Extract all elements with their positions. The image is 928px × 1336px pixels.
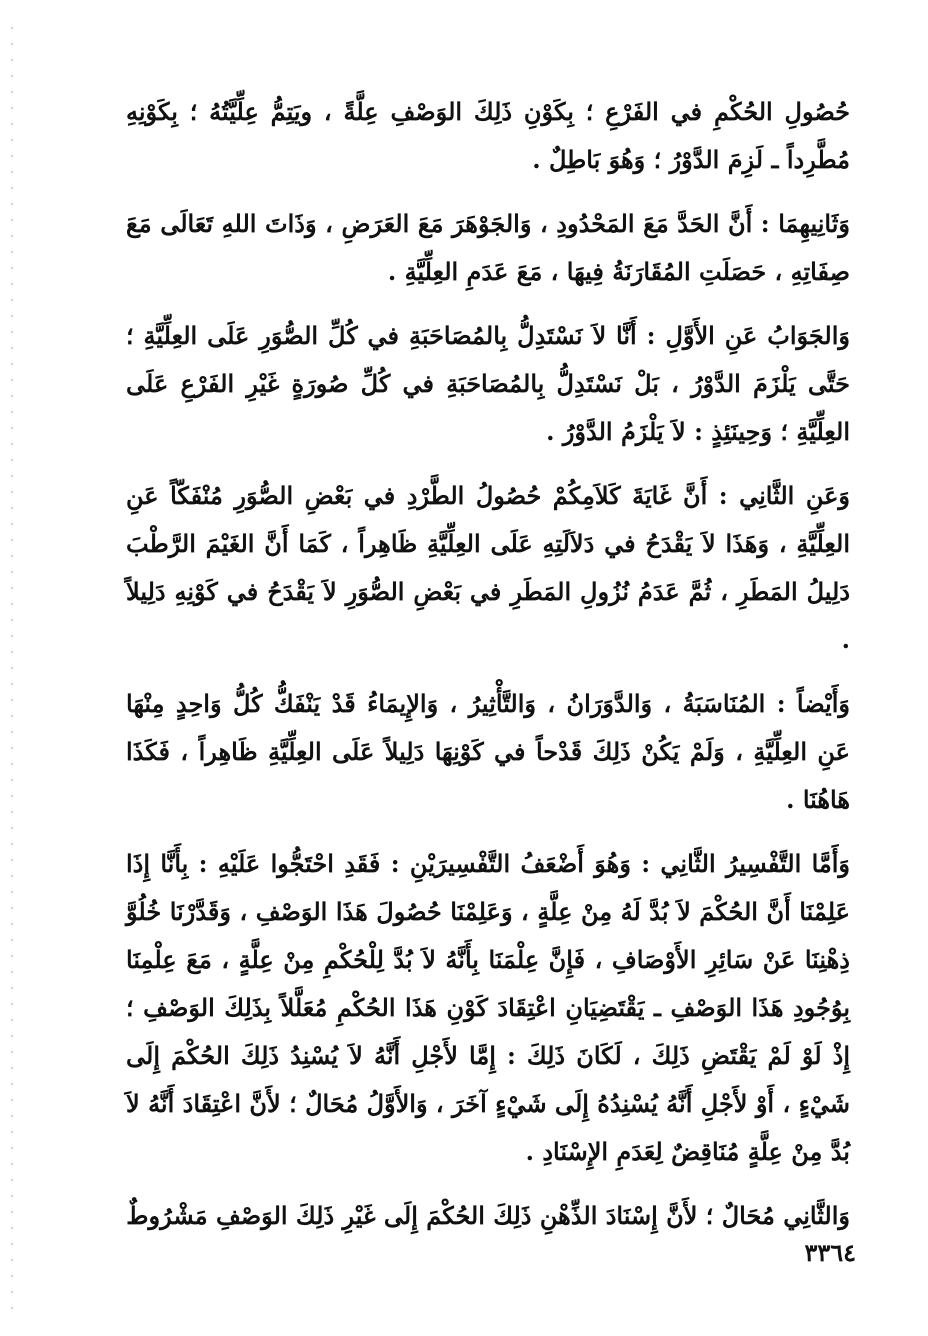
paragraph-3: وَالجَوَابُ عَنِ الأَوَّلِ : أَنَّا لاَ نَسْتَدِلُّ بِالمُصَاحَبَةِ في كُلِّ الصُّوَرِ عَلَى العِلِّيَّةِ ؛ حَتَّى يَلْزَمَ الدَّوْرُ ، بَلْ نَسْتَدِلُّ بِالمُصَاحَبَةِ في كُلِّ صُورَةٍ غَيْرِ الفَرْعِ عَلَى العِلِّيَّةِ ؛ وَحِينَئِذٍ : لاَ يَلْزَمُ الدَّوْرُ .	[126, 321, 850, 446]
paragraph-4: وَعَنِ الثَّانِي : أَنَّ غَايَةَ كَلاَمِكُمْ حُصُولُ الطَّرْدِ في بَعْضِ الصُّوَرِ مُنْفَكّاً عَنِ العِلِّيَّةِ ، وَهَذَا لاَ يَقْدَحُ في دَلاَلَتِهِ عَلَى العِلِّيَّةِ ظَاهِراً ، كَمَا أَنَّ الغَيْمَ الرَّطْبَ دَلِيلُ المَطَرِ ، ثُمَّ عَدَمُ نُزُولِ المَطَرِ في بَعْضِ الصُّوَرِ لاَ يَقْدَحُ في كَوْنِهِ دَلِيلاً .	[126, 481, 850, 654]
page-body	[126, 88, 850, 1256]
paragraph-5: وَأَيْضاً : المُنَاسَبَةُ ، وَالدَّوَرَانُ ، وَالتَّأْثِيرُ ، وَالإِيمَاءُ قَدْ يَنْفَكُّ كُلُّ وَاحِدٍ مِنْهَا عَنِ العِلِّيَّةِ ، وَلَمْ يَكُنْ ذَلِكَ قَدْحاً في كَوْنِهَا دَلِيلاً عَلَى العِلِّيَّةِ ظَاهِراً ، فَكَذَا هَاهُنَا .	[126, 689, 851, 814]
paragraph-6: وَأَمَّا التَّفْسِيرُ الثَّانِي : وَهُوَ أَضْعَفُ التَّفْسِيرَيْنِ : فَقَدِ احْتَجُّوا عَلَيْهِ : بِأَنَّا إِذَا عَلِمْنَا أَنَّ الحُكْمَ لاَ بُدَّ لَهُ مِنْ عِلَّةٍ ، وَعَلِمْنَا حُصُولَ هَذَا الوَصْفِ ، وَقَدَّرْنَا خُلُوَّ ذِهْنِنَا عَنْ سَائِرِ الأَوْصَافِ ، فَإِنَّ عِلْمَنَا بِأَنَّهُ لاَ بُدَّ لِلْحُكْمِ مِنْ عِلَّةٍ ، مَعَ عِلْمِنَا بِوُجُودِ هَذَا الوَصْفِ ـ يَقْتَضِيَانِ اعْتِقَادَ كَوْنِ هَذَا الحُكْمِ مُعَلَّلاً بِذَلِكَ الوَصْفِ ؛ إِذْ لَوْ لَمْ يَقْتَضِ ذَلِكَ ، لَكَانَ ذَلِكَ : إِمَّا لأَجْلِ أَنَّهُ لاَ يُسْنِدُ ذَلِكَ الحُكْمَ إِلَى شَيْءٍ ، أَوْ لأَجْلِ أَنَّهُ يُسْنِدُهُ إِلَى شَيْءٍ آخَرَ ، وَالأَوَّلُ مُحَالٌ ؛ لأَنَّ اعْتِقَادَ أَنَّهُ لاَ بُدَّ مِنْ عِلَّةٍ مُنَاقِضٌ لِعَدَمِ الإِسْنَادِ .	[126, 849, 850, 1166]
paragraph-7: وَالثَّانِي مُحَالٌ ؛ لأَنَّ إِسْنَادَ الذِّهْنِ ذَلِكَ الحُكْمَ إِلَى غَيْرِ ذَلِكَ الوَصْفِ مَشْرُوطٌ	[126, 1201, 850, 1230]
paragraph-2: وَثَانِيهِمَا : أَنَّ الحَدَّ مَعَ المَحْدُودِ ، وَالجَوْهَرَ مَعَ العَرَضِ ، وَذَاتَ اللهِ تَعَالَى مَعَ صِفَاتِهِ ، حَصَلَتِ المُقَارَنَةُ فِيهَا ، مَعَ عَدَمِ العِلِّيَّةِ .	[126, 209, 850, 286]
paragraph-1: حُصُولِ الحُكْمِ في الفَرْعِ ؛ بِكَوْنِ ذَلِكَ الوَصْفِ عِلَّةً ، ويَتِمُّ عِلِّيَّتُهُ ؛ بِكَوْنِهِ مُطَّرِداً ـ لَزِمَ الدَّوْرُ ؛ وَهُوَ بَاطِلٌ .	[126, 97, 850, 174]
page-number: ٣٣٦٤	[804, 1238, 856, 1267]
scan-edge-dots	[10, 20, 14, 1316]
